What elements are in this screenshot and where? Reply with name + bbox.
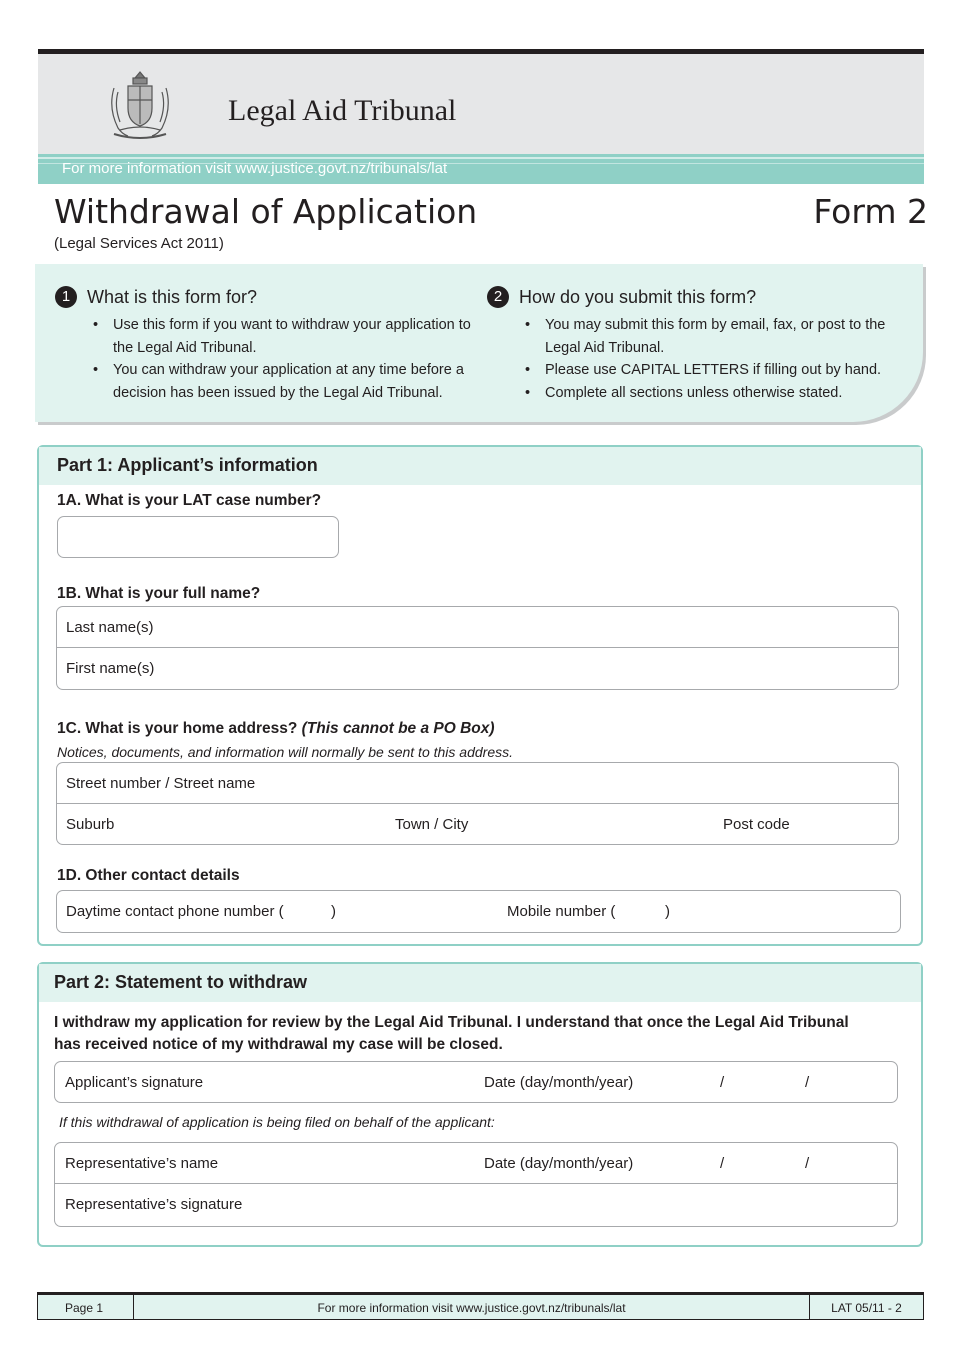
coat-of-arms-icon — [100, 68, 180, 144]
info-band — [38, 154, 924, 184]
date-separator: / — [805, 1074, 810, 1091]
address-note: Notices, documents, and information will normally be sent to this address. — [57, 744, 513, 760]
part2-section — [37, 962, 923, 1247]
postcode-label[interactable]: Post code — [723, 816, 790, 833]
town-label[interactable]: Town / City — [395, 816, 469, 833]
header-banner — [38, 49, 924, 184]
date-separator: / — [805, 1155, 810, 1172]
withdrawal-statement: I withdraw my application for review by the Legal Aid Tribunal. I understand that once the Legal Aid Tribunal has received notice of my withdrawal my case will be closed. — [54, 1014, 849, 1053]
applicant-signature-label[interactable]: Applicant’s signature — [65, 1074, 204, 1091]
representative-fields — [54, 1142, 898, 1227]
intro-heading: What is this form for? — [87, 286, 258, 307]
list-item: • You may submit this form by email, fax, or post to the Legal Aid Tribunal. — [523, 314, 907, 359]
info-url[interactable]: For more information visit www.justice.govt.nz/tribunals/lat — [62, 160, 448, 177]
question-1a: 1A. What is your LAT case number? — [57, 492, 322, 509]
part2-heading: Part 2: Statement to withdraw — [39, 964, 921, 1002]
date-separator: / — [720, 1074, 725, 1091]
representative-signature-row[interactable] — [55, 1184, 897, 1225]
representative-name-row — [55, 1143, 897, 1184]
footer-form-code: LAT 05/11 - 2 — [809, 1295, 923, 1319]
question-1b: 1B. What is your full name? — [57, 585, 261, 602]
org-name: Legal Aid Tribunal — [228, 94, 457, 127]
part1-section — [37, 445, 923, 946]
question-1c — [57, 720, 495, 738]
contact-row — [57, 891, 900, 932]
street-field[interactable] — [57, 763, 898, 804]
last-name-field[interactable] — [57, 607, 898, 648]
mobile-label[interactable]: Mobile number ( — [507, 903, 616, 920]
date-label[interactable]: Date (day/month/year) — [484, 1155, 634, 1172]
page-subtitle: (Legal Services Act 2011) — [54, 235, 224, 252]
street-label: Street number / Street name — [66, 775, 256, 792]
address-fields — [56, 762, 899, 845]
list-item: • Use this form if you want to withdraw your application to the Legal Aid Tribunal. — [91, 314, 475, 359]
applicant-signature-row — [55, 1062, 897, 1103]
intro-col-purpose — [55, 286, 475, 404]
suburb-label[interactable]: Suburb — [66, 816, 115, 833]
list-item: • You can withdraw your application at any time before a decision has been issued by the Legal Aid Tribunal. — [91, 359, 475, 404]
phone-paren-close: ) — [331, 903, 336, 920]
bullet-list — [91, 314, 475, 404]
intro-col-submit — [487, 286, 907, 404]
form-number: Form 2 — [813, 192, 928, 231]
applicant-signature-fields — [54, 1061, 898, 1103]
question-1d: 1D. Other contact details — [57, 867, 240, 884]
step-number-badge: 2 — [487, 286, 509, 308]
page-footer — [37, 1292, 924, 1320]
full-name-fields — [56, 606, 899, 690]
behalf-note: If this withdrawal of application is being filed on behalf of the applicant: — [59, 1114, 495, 1130]
date-separator: / — [720, 1155, 725, 1172]
intro-heading: How do you submit this form? — [519, 286, 757, 307]
mobile-paren-close: ) — [665, 903, 670, 920]
question-1c-text: 1C. What is your home address? — [57, 720, 298, 737]
case-number-input[interactable] — [57, 516, 339, 558]
first-name-label: First name(s) — [66, 660, 155, 677]
representative-name-label[interactable]: Representative’s name — [65, 1155, 219, 1172]
step-number-badge: 1 — [55, 286, 77, 308]
contact-fields — [56, 890, 901, 933]
bullet-list — [523, 314, 907, 404]
footer-info-url[interactable]: For more information visit www.justice.govt.nz/tribunals/lat — [317, 1301, 626, 1315]
po-box-note: (This cannot be a PO Box) — [301, 720, 495, 737]
list-item: • Complete all sections unless otherwise stated. — [523, 382, 907, 405]
representative-signature-label: Representative’s signature — [65, 1196, 243, 1213]
last-name-label: Last name(s) — [66, 619, 154, 636]
date-label[interactable]: Date (day/month/year) — [484, 1074, 634, 1091]
part1-heading: Part 1: Applicant’s information — [39, 447, 921, 485]
list-item: • Please use CAPITAL LETTERS if filling out by hand. — [523, 359, 907, 382]
footer-page-number: Page 1 — [38, 1295, 134, 1319]
page-title: Withdrawal of Application — [54, 192, 478, 231]
intro-info-box — [35, 264, 923, 422]
suburb-town-postcode-row — [57, 804, 898, 845]
phone-label[interactable]: Daytime contact phone number ( — [66, 903, 284, 920]
first-name-field[interactable] — [57, 648, 898, 689]
